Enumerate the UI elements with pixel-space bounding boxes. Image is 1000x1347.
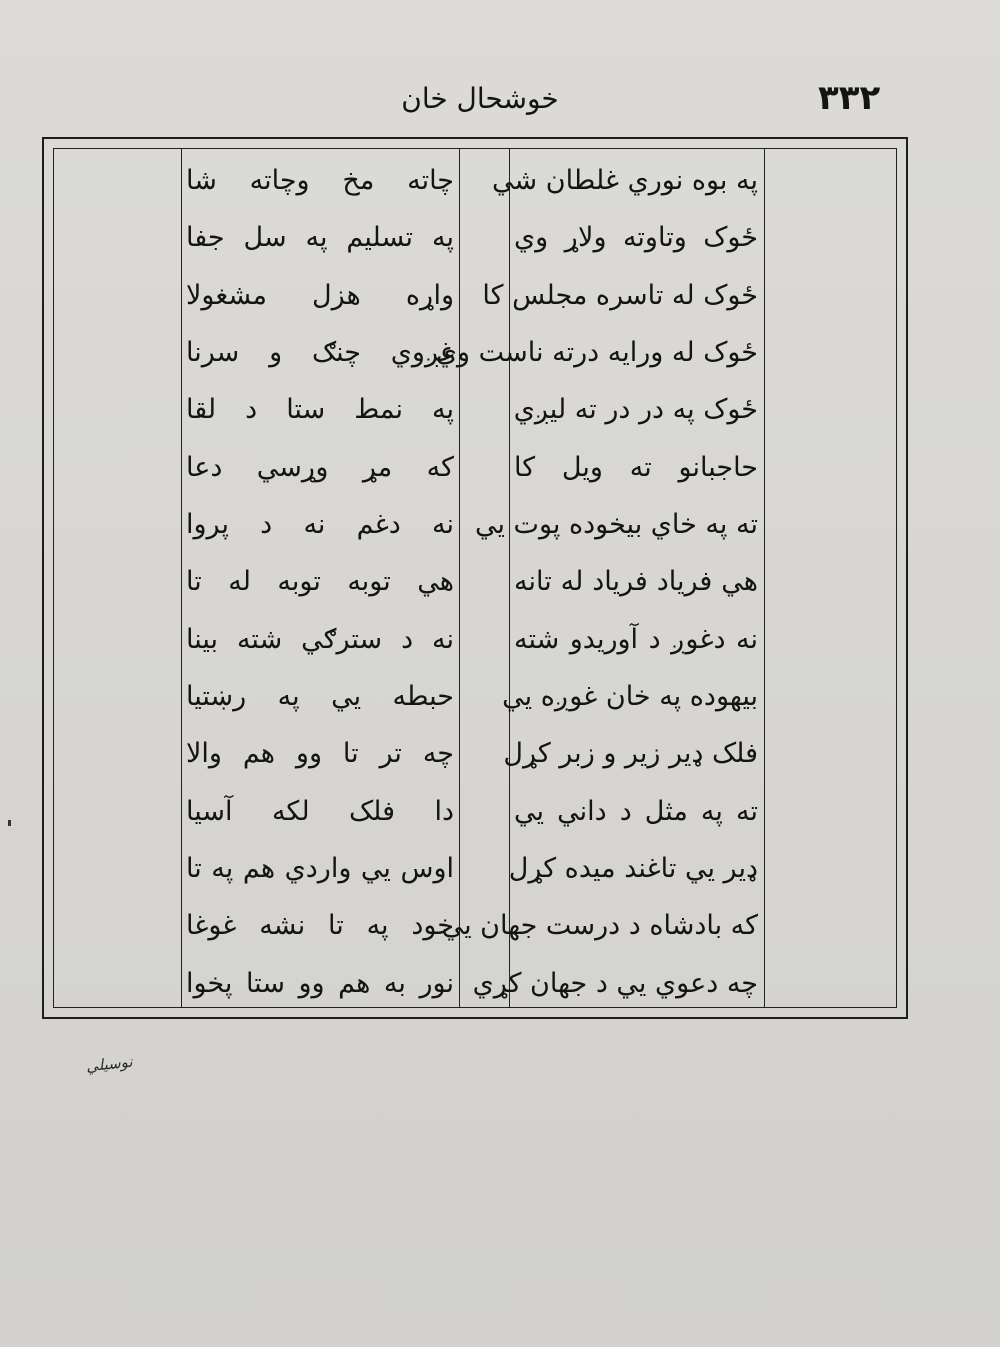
second-hemistich: غږوي چنګ و سرنا bbox=[186, 337, 454, 368]
second-hemistich: نه دغم نه د پروا bbox=[186, 509, 454, 540]
second-hemistich: په تسليم په سل جفا bbox=[186, 222, 454, 254]
second-hemistich: خود په تا نشه غوغا bbox=[186, 910, 454, 942]
first-hemistich: ځوک په در در ته ليږي bbox=[513, 394, 758, 426]
first-hemistich: ځوک له تاسره مجلس کا bbox=[482, 279, 758, 311]
first-hemistich: ځوک وتاوته ولاړ وي bbox=[514, 222, 758, 254]
running-head-title: خوشحال خان bbox=[401, 82, 559, 115]
second-hemistich: نور به هم وو ستا پخوا bbox=[186, 967, 454, 999]
first-hemistich: ځوک له ورايه درته ناست وي bbox=[435, 337, 758, 368]
second-hemistich: واړه هزل مشغولا bbox=[186, 279, 454, 311]
first-hemistich: بيهوده په خان غوږه يي bbox=[502, 681, 758, 712]
first-hemistich: په بوه نوري غلطان شي bbox=[492, 165, 758, 196]
second-hemistich: چاته مخ وچاته شا bbox=[186, 165, 454, 196]
second-hemistich: هي توبه توبه له تا bbox=[186, 566, 454, 598]
margin-mark bbox=[8, 820, 11, 826]
second-hemistich: حبطه يي په رښتيا bbox=[186, 681, 454, 712]
second-hemistich: چه تر تا وو هم والا bbox=[186, 738, 454, 770]
first-hemistich: ته په خاي بيخوده پوت يي bbox=[474, 509, 758, 540]
page-number: ۳۳۲ bbox=[818, 78, 881, 118]
first-hemistich: نه دغوږ د آوريدو شته bbox=[514, 623, 758, 655]
poem-body bbox=[0, 148, 1000, 1008]
second-hemistich: اوس يي واردي هم په تا bbox=[186, 853, 454, 884]
first-hemistich: فلک ډير زير و زبر کړل bbox=[503, 738, 758, 770]
first-hemistich: که بادشاه د درست جهان يي bbox=[441, 910, 758, 942]
first-hemistich: حاجبانو ته ويل کا bbox=[514, 451, 758, 483]
second-hemistich: که مړ وړسي دعا bbox=[186, 451, 454, 483]
couplet bbox=[0, 951, 1000, 1019]
second-hemistich: په نمط ستا د لقا bbox=[186, 394, 454, 426]
margin-handwritten-note: نوسيلي bbox=[85, 1052, 134, 1076]
first-hemistich: ته په مثل د داني يي bbox=[514, 795, 758, 827]
second-hemistich: دا فلک لکه آسيا bbox=[186, 795, 454, 827]
second-hemistich: نه د سترګي شته بينا bbox=[186, 623, 454, 655]
first-hemistich: چه دعوي يي د جهان کړي bbox=[472, 967, 758, 999]
first-hemistich: ډير يي تاغند ميده کړل bbox=[508, 853, 758, 884]
first-hemistich: هي فرياد فرياد له تانه bbox=[514, 566, 758, 598]
